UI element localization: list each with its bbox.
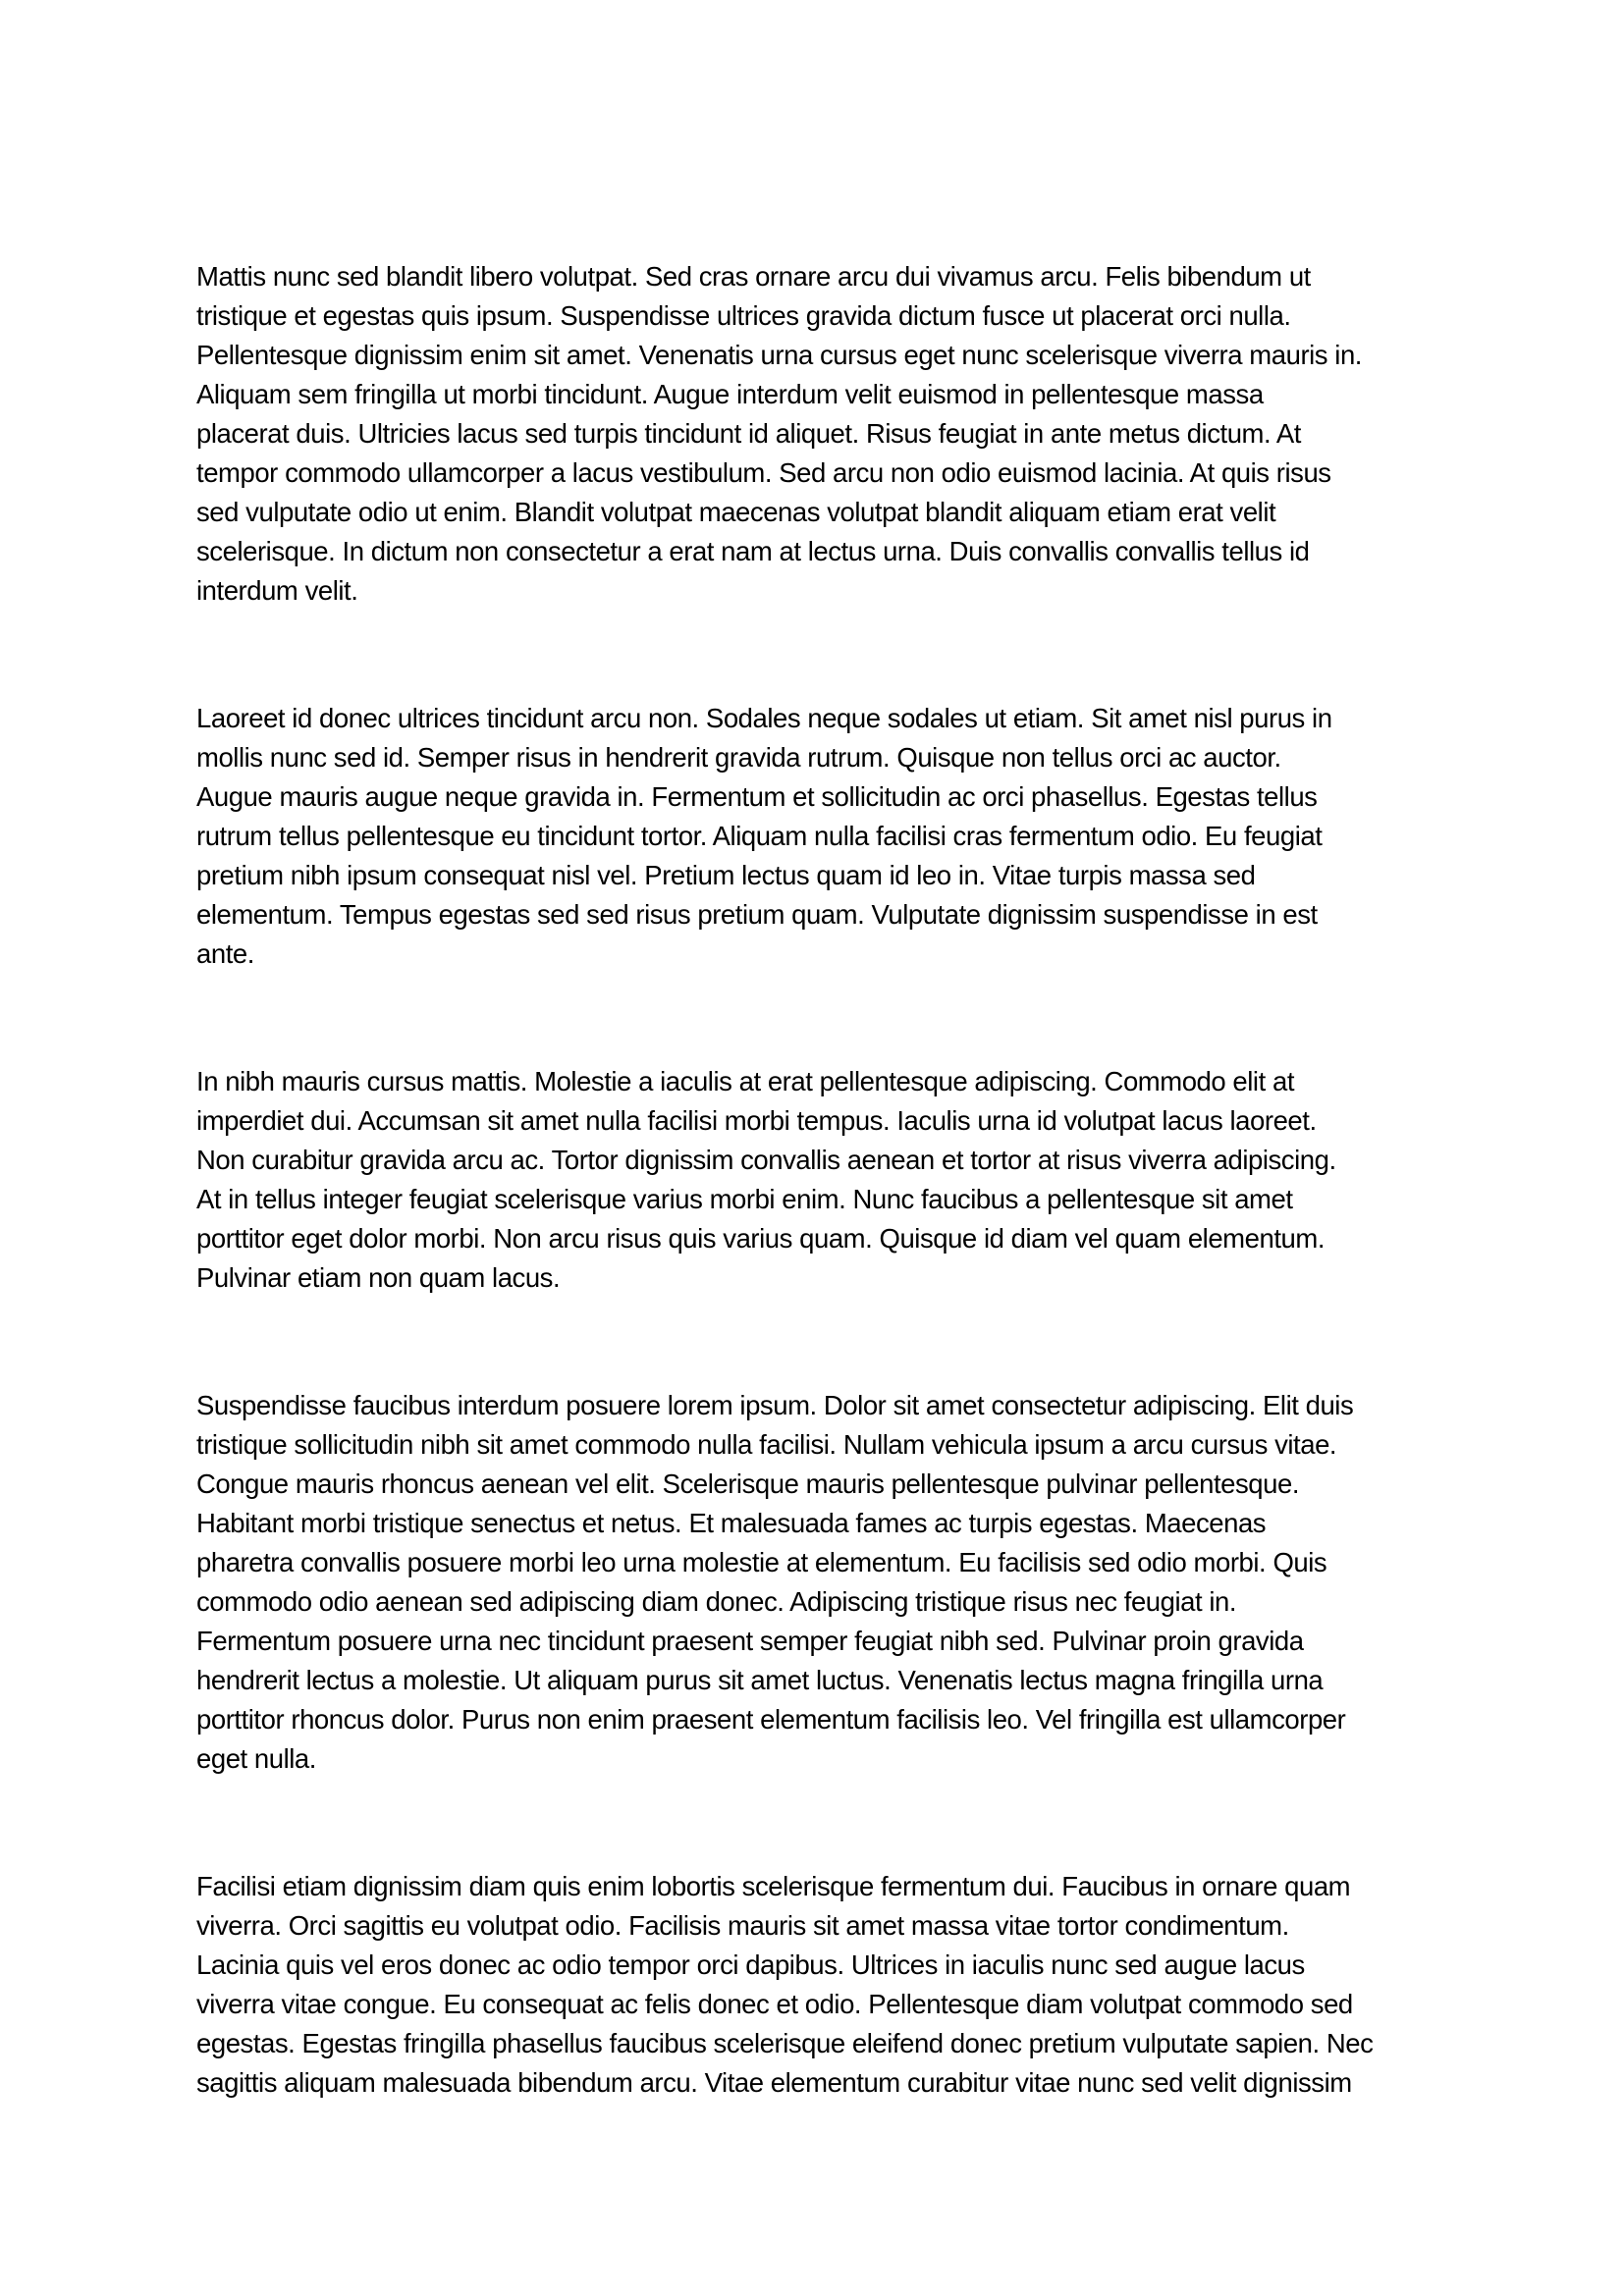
paragraph bbox=[196, 1062, 1473, 1298]
paragraph bbox=[196, 699, 1473, 974]
text-line: elementum. Tempus egestas sed sed risus pretium quam. Vulputate dignissim suspendisse in est bbox=[196, 899, 1318, 930]
text-line: Fermentum posuere urna nec tincidunt praesent semper feugiat nibh sed. Pulvinar proin gravida bbox=[196, 1626, 1304, 1656]
text-line: sed vulputate odio ut enim. Blandit volutpat maecenas volutpat blandit aliquam etiam erat velit bbox=[196, 497, 1276, 527]
text-line: imperdiet dui. Accumsan sit amet nulla facilisi morbi tempus. Iaculis urna id volutpat lacus laoreet. bbox=[196, 1105, 1317, 1136]
text-line: egestas. Egestas fringilla phasellus faucibus scelerisque eleifend donec pretium vulputate sapien. Nec bbox=[196, 2028, 1374, 2058]
text-line: Congue mauris rhoncus aenean vel elit. Scelerisque mauris pellentesque pulvinar pellentesque. bbox=[196, 1468, 1300, 1499]
text-line: sagittis aliquam malesuada bibendum arcu. Vitae elementum curabitur vitae nunc sed velit dignissim bbox=[196, 2067, 1352, 2098]
paragraph bbox=[196, 1386, 1473, 1779]
text-line: interdum velit. bbox=[196, 575, 358, 606]
paragraph bbox=[196, 257, 1473, 611]
text-line: At in tellus integer feugiat scelerisque varius morbi enim. Nunc faucibus a pellentesque sit amet bbox=[196, 1184, 1293, 1214]
text-line: mollis nunc sed id. Semper risus in hendrerit gravida rutrum. Quisque non tellus orci ac auctor. bbox=[196, 742, 1281, 773]
text-line: placerat duis. Ultricies lacus sed turpis tincidunt id aliquet. Risus feugiat in ante metus dictum. At bbox=[196, 418, 1301, 449]
text-line: tristique et egestas quis ipsum. Suspendisse ultrices gravida dictum fusce ut placerat orci nulla. bbox=[196, 300, 1291, 331]
text-line: Augue mauris augue neque gravida in. Fermentum et sollicitudin ac orci phasellus. Egestas tellus bbox=[196, 781, 1318, 812]
text-line: Pulvinar etiam non quam lacus. bbox=[196, 1262, 561, 1293]
document-body bbox=[196, 257, 1473, 2191]
text-line: Facilisi etiam dignissim diam quis enim lobortis scelerisque fermentum dui. Faucibus in ornare quam bbox=[196, 1871, 1351, 1901]
text-line: ante. bbox=[196, 938, 254, 969]
text-line: scelerisque. In dictum non consectetur a erat nam at lectus urna. Duis convallis convallis tellus id bbox=[196, 536, 1310, 566]
text-line: Suspendisse faucibus interdum posuere lorem ipsum. Dolor sit amet consectetur adipiscing. Elit duis bbox=[196, 1390, 1354, 1420]
text-line: commodo odio aenean sed adipiscing diam donec. Adipiscing tristique risus nec feugiat in. bbox=[196, 1586, 1237, 1617]
text-line: Non curabitur gravida arcu ac. Tortor dignissim convallis aenean et tortor at risus viverra adipiscing. bbox=[196, 1145, 1336, 1175]
text-line: hendrerit lectus a molestie. Ut aliquam purus sit amet luctus. Venenatis lectus magna fringilla urna bbox=[196, 1665, 1324, 1695]
text-line: viverra vitae congue. Eu consequat ac felis donec et odio. Pellentesque diam volutpat commodo sed bbox=[196, 1989, 1353, 2019]
text-line: In nibh mauris cursus mattis. Molestie a iaculis at erat pellentesque adipiscing. Commodo elit at bbox=[196, 1066, 1295, 1096]
text-line: Habitant morbi tristique senectus et netus. Et malesuada fames ac turpis egestas. Maecenas bbox=[196, 1508, 1267, 1538]
text-line: Laoreet id donec ultrices tincidunt arcu non. Sodales neque sodales ut etiam. Sit amet nisl purus in bbox=[196, 703, 1332, 733]
text-line: Lacinia quis vel eros donec ac odio tempor orci dapibus. Ultrices in iaculis nunc sed augue lacus bbox=[196, 1949, 1305, 1980]
text-line: Aliquam sem fringilla ut morbi tincidunt. Augue interdum velit euismod in pellentesque massa bbox=[196, 379, 1264, 409]
paragraph bbox=[196, 1867, 1473, 2103]
text-line: viverra. Orci sagittis eu volutpat odio. Facilisis mauris sit amet massa vitae tortor condimentum. bbox=[196, 1910, 1289, 1941]
text-line: rutrum tellus pellentesque eu tincidunt tortor. Aliquam nulla facilisi cras fermentum odio. Eu feugiat bbox=[196, 821, 1323, 851]
text-line: tempor commodo ullamcorper a lacus vestibulum. Sed arcu non odio euismod lacinia. At quis risus bbox=[196, 457, 1331, 488]
text-line: Mattis nunc sed blandit libero volutpat. Sed cras ornare arcu dui vivamus arcu. Felis bibendum ut bbox=[196, 261, 1311, 292]
text-line: eget nulla. bbox=[196, 1743, 316, 1774]
text-line: porttitor eget dolor morbi. Non arcu risus quis varius quam. Quisque id diam vel quam elementum. bbox=[196, 1223, 1326, 1254]
text-line: porttitor rhoncus dolor. Purus non enim praesent elementum facilisis leo. Vel fringilla est ullamcorper bbox=[196, 1704, 1346, 1735]
text-line: Pellentesque dignissim enim sit amet. Venenatis urna cursus eget nunc scelerisque viverra mauris in. bbox=[196, 340, 1362, 370]
text-line: pretium nibh ipsum consequat nisl vel. Pretium lectus quam id leo in. Vitae turpis massa sed bbox=[196, 860, 1256, 890]
text-line: pharetra convallis posuere morbi leo urna molestie at elementum. Eu facilisis sed odio morbi. Quis bbox=[196, 1547, 1327, 1577]
text-line: tristique sollicitudin nibh sit amet commodo nulla facilisi. Nullam vehicula ipsum a arcu cursus vitae. bbox=[196, 1429, 1337, 1460]
